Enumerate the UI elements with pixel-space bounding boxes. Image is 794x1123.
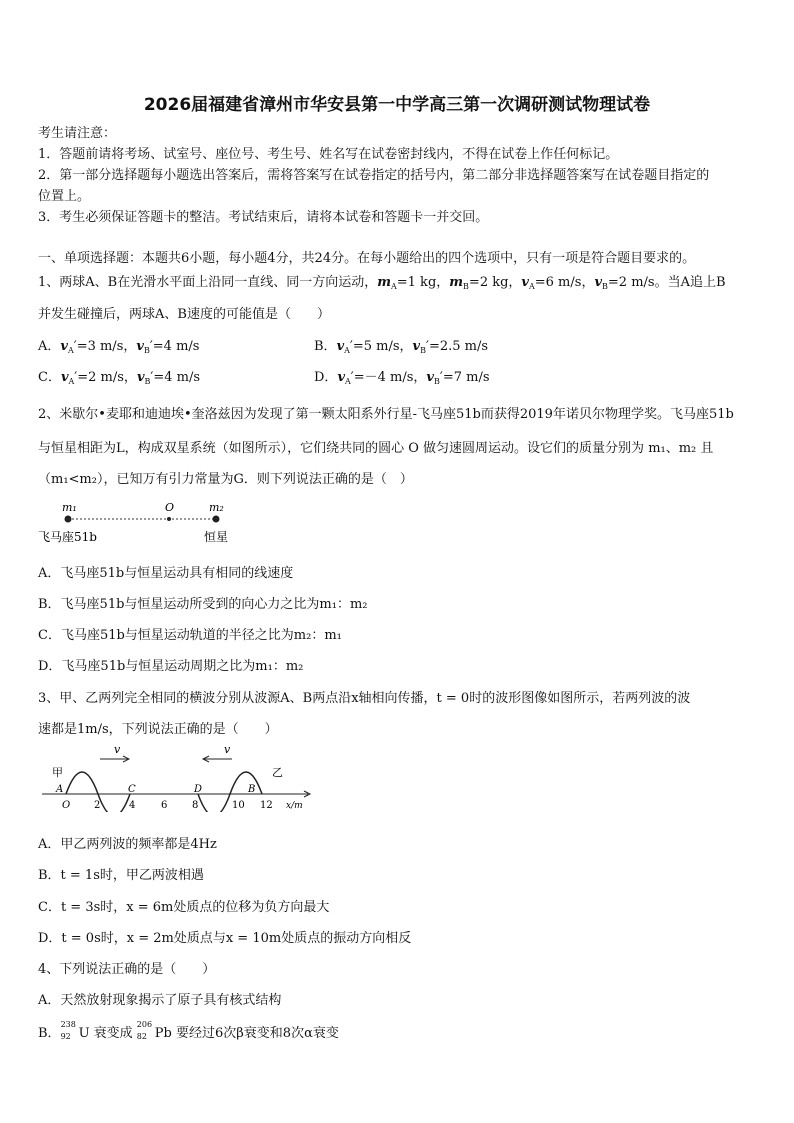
x-unit-label: x/m [286,801,303,811]
q1-stem-line1: 1、两球A、B在光滑水平面上沿同一直线、同一方向运动，$m_A=1$ kg，$m_B=2$ kg，$v_A=6$ m/s，$v_B=2$ m/s。当A追上B [38,275,726,291]
tick-o: O [62,800,71,811]
m1-label: m₁ [62,501,77,514]
q2-stem-line1: 2、米歇尔•麦耶和迪迪埃•奎洛兹因为发现了第一颗太阳系外行星-飞马座51b而获得2019年诺贝尔物理学奖。飞马座51b [38,407,734,422]
jia-label: 甲 [52,766,63,779]
q2-option-a: A．飞马座51b与恒星运动具有相同的线速度 [38,566,294,581]
planet-dot [65,516,72,523]
point-d-label: D [194,784,203,795]
q1-option-c: C．$v_A'=2$ m/s，$v_B'=4$ m/s [38,370,201,386]
v-label-1: v [114,743,121,756]
q4-stem: 4、下列说法正确的是（ ） [38,962,216,977]
yi-label: 乙 [272,766,283,779]
point-b-label: B [248,784,256,795]
v-label-2: v [224,743,231,756]
q3-option-d: D．t = 0s时，x = 2m处质点与x = 10m处质点的振动方向相反 [38,931,412,946]
notice-item-2-cont: 位置上。 [38,189,91,204]
q3-stem-line2: 速都是1m/s，下列说法正确的是（ ） [38,722,278,737]
q4-option-a: A．天然放射现象揭示了原子具有核式结构 [38,993,282,1008]
notice-item-3: 3．考生必须保证答题卡的整洁。考试结束后，请将本试卷和答题卡一并交回。 [38,210,489,225]
q1-option-a: A．$v_A'=3$ m/s，$v_B'=4$ m/s [38,339,200,355]
notice-item-2: 2．第一部分选择题每小题选出答案后，需将答案写在试卷指定的括号内，第二部分非选择题答案写在试卷题目指定的 [38,168,710,183]
q3-option-a: A．甲乙两列波的频率都是4Hz [38,837,217,852]
q2-option-c: C．飞马座51b与恒星运动轨道的半径之比为m₂：m₁ [38,628,342,643]
q2-option-d: D．飞马座51b与恒星运动周期之比为m₁：m₂ [38,659,304,674]
wave-figure [36,742,316,812]
q3-option-b: B．t = 1s时，甲乙两波相遇 [38,868,204,883]
center-dot [167,517,171,521]
star-dot [213,516,220,523]
star-label: 恒星 [204,530,229,544]
q1-option-b: B．$v_A'=5$ m/s，$v_B'=2.5$ m/s [314,339,489,355]
q3-option-c: C．t = 3s时，x = 6m处质点的位移为负方向最大 [38,900,330,915]
tick-6: 6 [161,800,168,811]
m2-label: m₂ [209,501,224,514]
lead-nuclide: 206 82 [136,1020,153,1041]
notice-heading: 考生请注意： [38,126,117,141]
tick-12: 12 [260,800,273,811]
tick-2: 2 [94,800,101,811]
tick-8: 8 [192,800,199,811]
point-c-label: C [128,784,136,795]
q2-option-b: B．飞马座51b与恒星运动所受到的向心力之比为m₁：m₂ [38,597,368,612]
planet-label: 飞马座51b [38,530,97,544]
q1-stem-line2: 并发生碰撞后，两球A、B速度的可能值是（ ） [38,307,330,322]
tick-10: 10 [232,800,245,811]
notice-item-1: 1．答题前请将考场、试室号、座位号、考生号、姓名写在试卷密封线内，不得在试卷上作任何标记。 [38,147,619,162]
section-heading: 一、单项选择题：本题共6小题，每小题4分，共24分。在每小题给出的四个选项中，只有一项是符合题目要求的。 [38,251,696,266]
point-a-label: A [56,784,64,795]
q1-option-d: D．$v_A'=-4$ m/s，$v_B'=7$ m/s [314,370,490,386]
uranium-nuclide: 238 92 [60,1020,76,1041]
q3-stem-line1: 3、甲、乙两列完全相同的横波分别从波源A、B两点沿x轴相向传播，t = 0时的波形图像如图所示，若两列波的波 [38,691,691,706]
q2-stem-line2: 与恒星相距为L，构成双星系统（如图所示），它们绕共同的圆心 O 做匀速圆周运动。设它们的质量分别为 m₁、m₂ 且 [38,441,714,456]
tick-4: 4 [129,800,136,811]
q4-option-b: B． 238 92 U 衰变成 206 82 Pb 要经过6次β衰变和8次α衰变 [38,1020,339,1041]
paper-title: 2026届福建省漳州市华安县第一中学高三第一次调研测试物理试卷 [143,95,651,115]
o-label: O [165,501,175,514]
q2-stem-line3: （m₁<m₂），已知万有引力常量为G．则下列说法正确的是（ ） [38,472,413,487]
binary-star-figure [36,500,256,548]
